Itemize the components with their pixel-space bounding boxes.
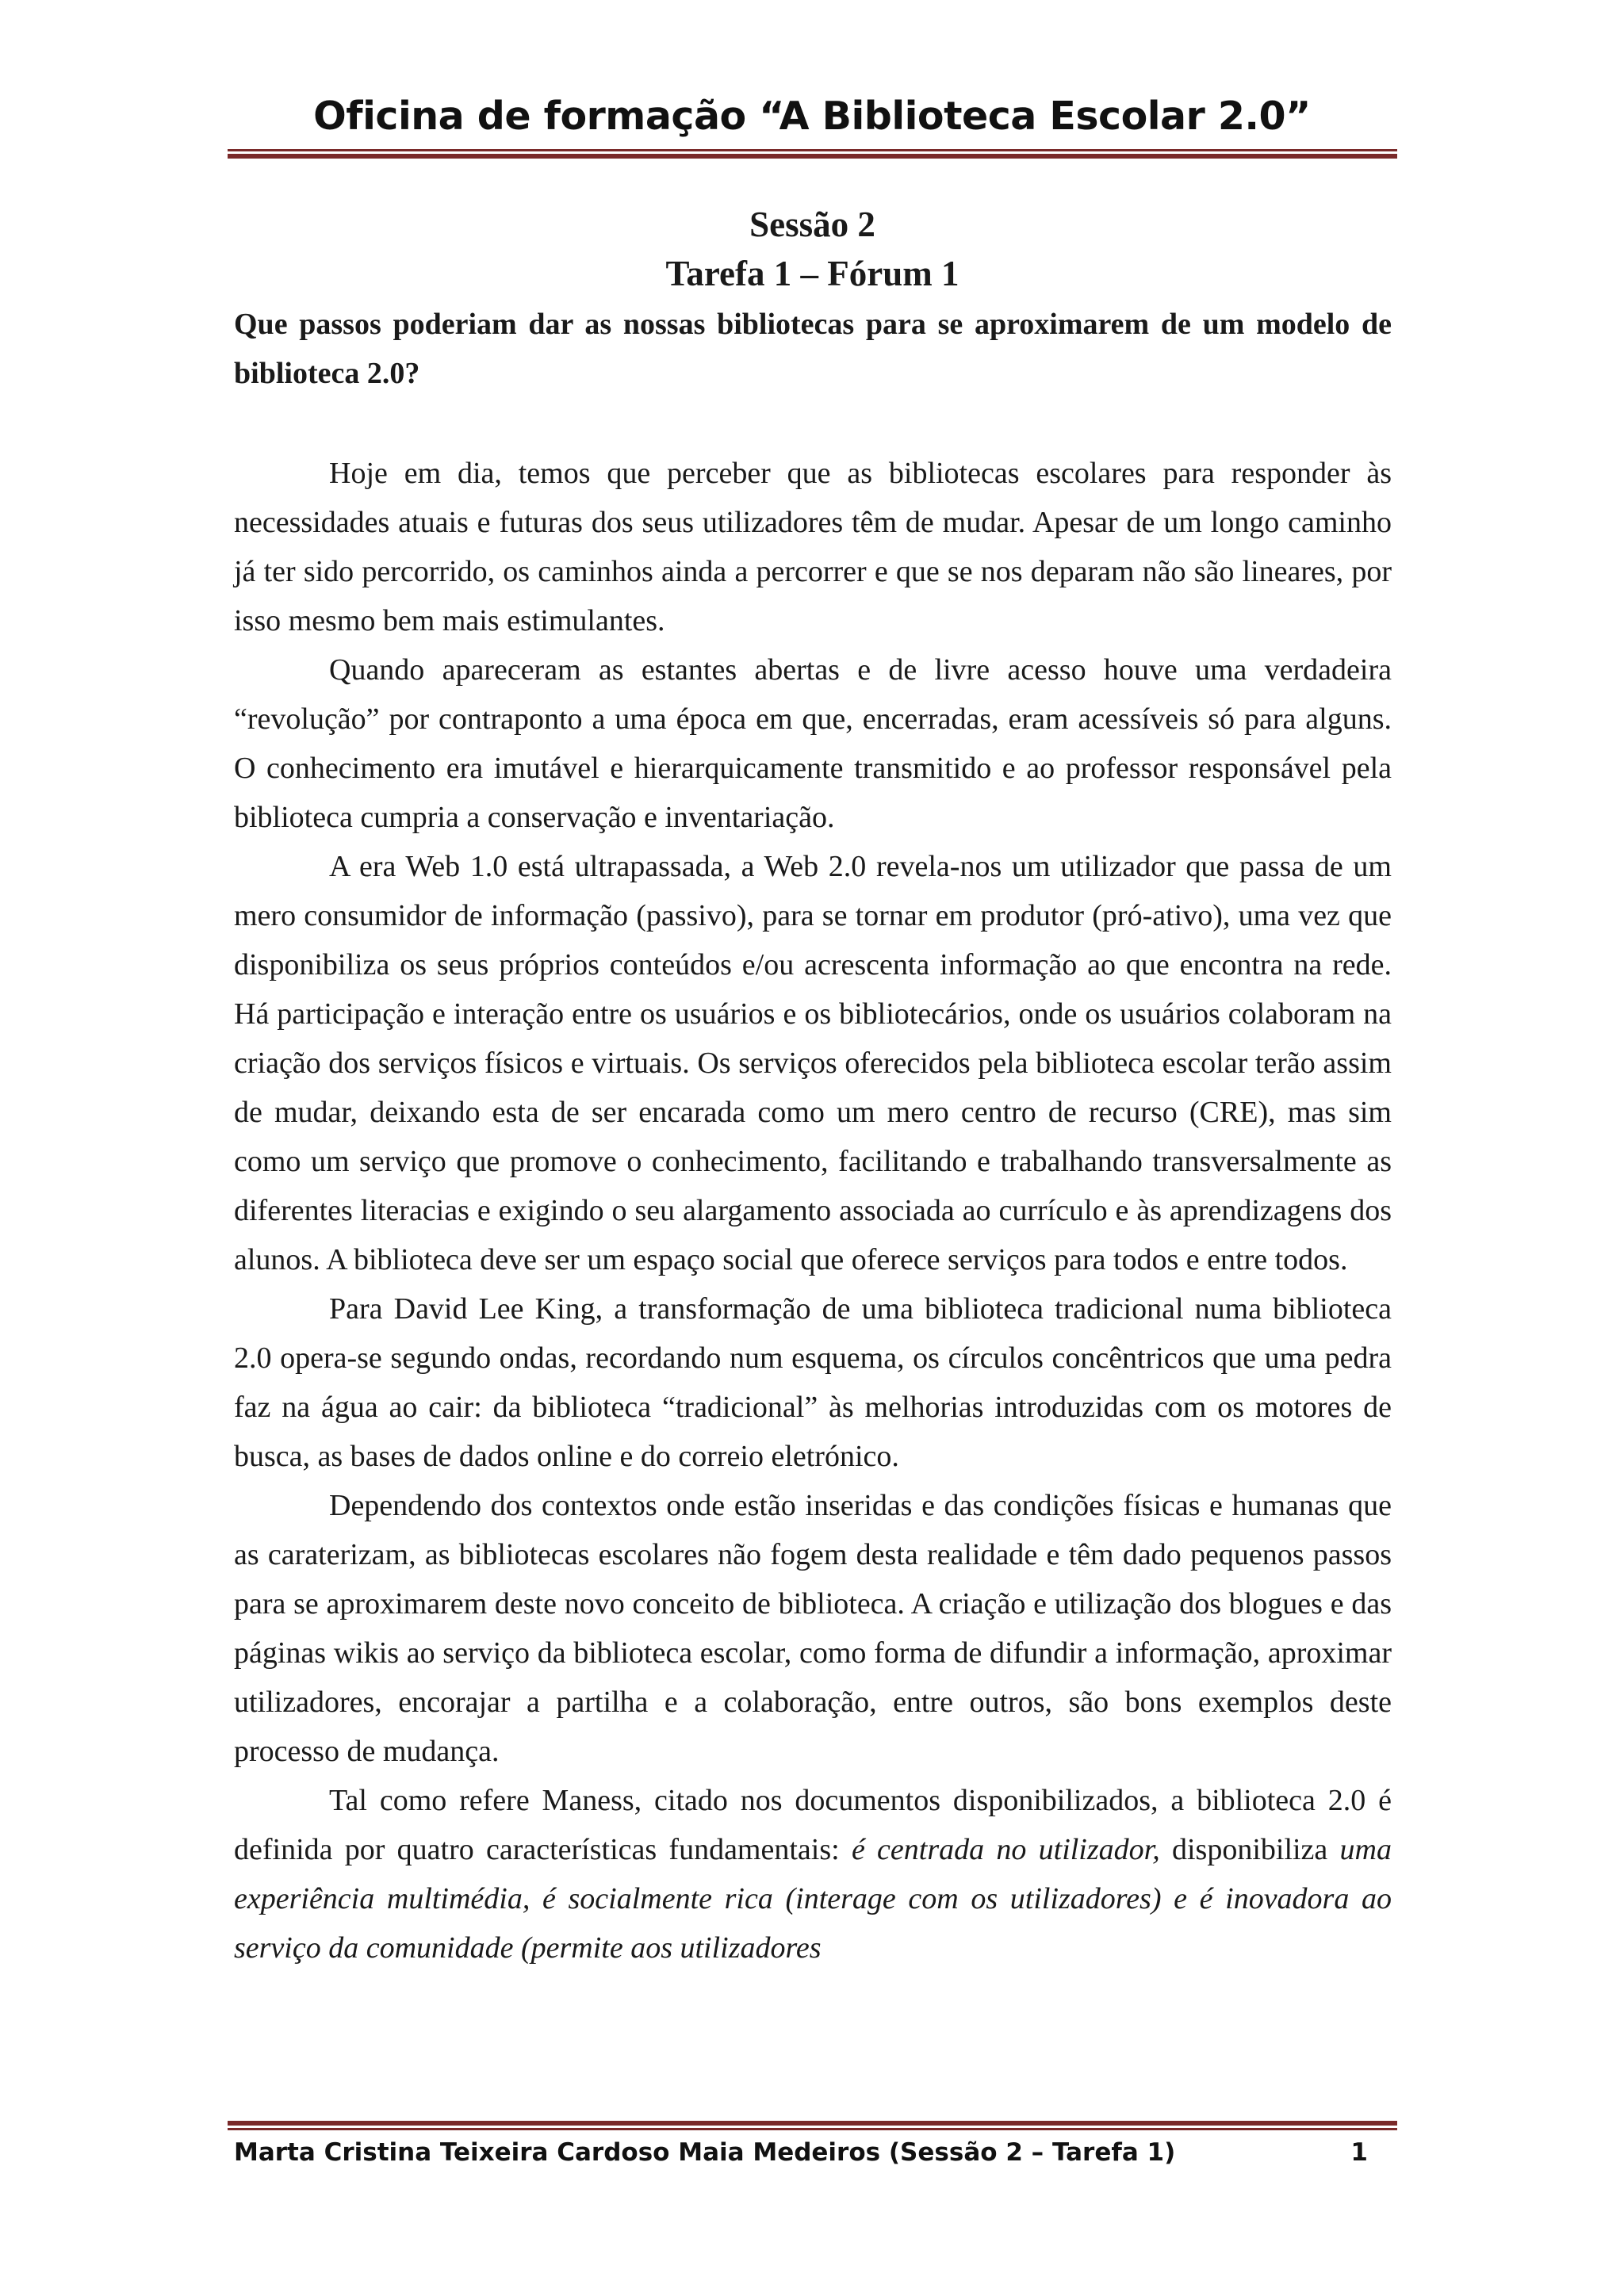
paragraph: Dependendo dos contextos onde estão inseridas e das condições físicas e humanas que as caraterizam, as bibliotecas escolares não fogem desta realidade e têm dado pequenos passos para se aproximarem deste novo conceito de biblioteca. A criação e utilização dos blogues e das páginas wikis ao serviço da biblioteca escolar, como forma de difundir a informação, aproximar utilizadores, encorajar a partilha e a colaboração, entre outros, são bons exemplos deste processo de mudança. bbox=[234, 1489, 1392, 1768]
document-body bbox=[234, 449, 1392, 1973]
paragraph: A era Web 1.0 está ultrapassada, a Web 2.0 revela-nos um utilizador que passa de um mero consumidor de informação (passivo), para se tornar em produtor (pró-ativo), uma vez que disponibiliza os seus próprios conteúdos e/ou acrescenta informação ao que encontra na rede. Há participação e interação entre os usuários e os bibliotecários, onde os usuários colaboram na criação dos serviços físicos e virtuais. Os serviços oferecidos pela biblioteca escolar terão assim de mudar, deixando esta de ser encarada como um mero centro de recurso (CRE), mas sim como um serviço que promove o conhecimento, facilitando e trabalhando transversalmente as diferentes literacias e exigindo o seu alargamento associada ao currículo e às aprendizagens dos alunos. A biblioteca deve ser um espaço social que oferece serviços para todos e entre todos. bbox=[234, 850, 1392, 1276]
paragraph: Quando apareceram as estantes abertas e de livre acesso houve uma verdadeira “revolução” por contraponto a uma época em que, encerradas, eram acessíveis só para alguns. O conhecimento era imutável e hierarquicamente transmitido e ao professor responsável pela biblioteca cumpria a conservação e inventariação. bbox=[234, 653, 1392, 834]
footer-divider bbox=[228, 2121, 1397, 2130]
forum-question: Que passos poderiam dar as nossas bibliotecas para se aproximarem de um modelo de biblioteca 2.0? bbox=[234, 308, 1392, 390]
paragraph: Hoje em dia, temos que perceber que as bibliotecas escolares para responder às necessidades atuais e futuras dos seus utilizadores têm de mudar. Apesar de um longo caminho já ter sido percorrido, os caminhos ainda a percorrer e que se nos deparam não são lineares, por isso mesmo bem mais estimulantes. bbox=[234, 457, 1392, 637]
italic-run: é centrada no utilizador, bbox=[851, 1833, 1160, 1866]
page-number: 1 bbox=[1350, 2138, 1368, 2167]
header-divider bbox=[228, 149, 1397, 159]
task-title: Tarefa 1 – Fórum 1 bbox=[665, 254, 959, 293]
page-footer bbox=[234, 2138, 1392, 2167]
paragraph-last bbox=[234, 1776, 1392, 1973]
italic-run: uma experiência multimédia, é socialmente rica (interage com os utilizadores) e é inovadora ao serviço da comunidade (permite aos utilizadores bbox=[234, 1833, 1392, 1965]
page-header-title: Oficina de formação “A Biblioteca Escolar 2.0” bbox=[313, 94, 1311, 139]
paragraph: Para David Lee King, a transformação de uma biblioteca tradicional numa biblioteca 2.0 opera-se segundo ondas, recordando num esquema, os círculos concêntricos que uma pedra faz na água ao cair: da biblioteca “tradicional” às melhorias introduzidas com os motores de busca, as bases de dados online e do correio eletrónico. bbox=[234, 1292, 1392, 1473]
text-run: disponibiliza bbox=[1159, 1833, 1340, 1866]
footer-author: Marta Cristina Teixeira Cardoso Maia Medeiros (Sessão 2 – Tarefa 1) bbox=[234, 2138, 1176, 2167]
text-run: Tal como refere Maness, citado nos documentos disponibilizados, a biblioteca 2.0 é definida por quatro características fundamentais: bbox=[234, 1784, 1392, 1866]
section-heading bbox=[228, 200, 1397, 298]
session-title: Sessão 2 bbox=[749, 205, 875, 244]
